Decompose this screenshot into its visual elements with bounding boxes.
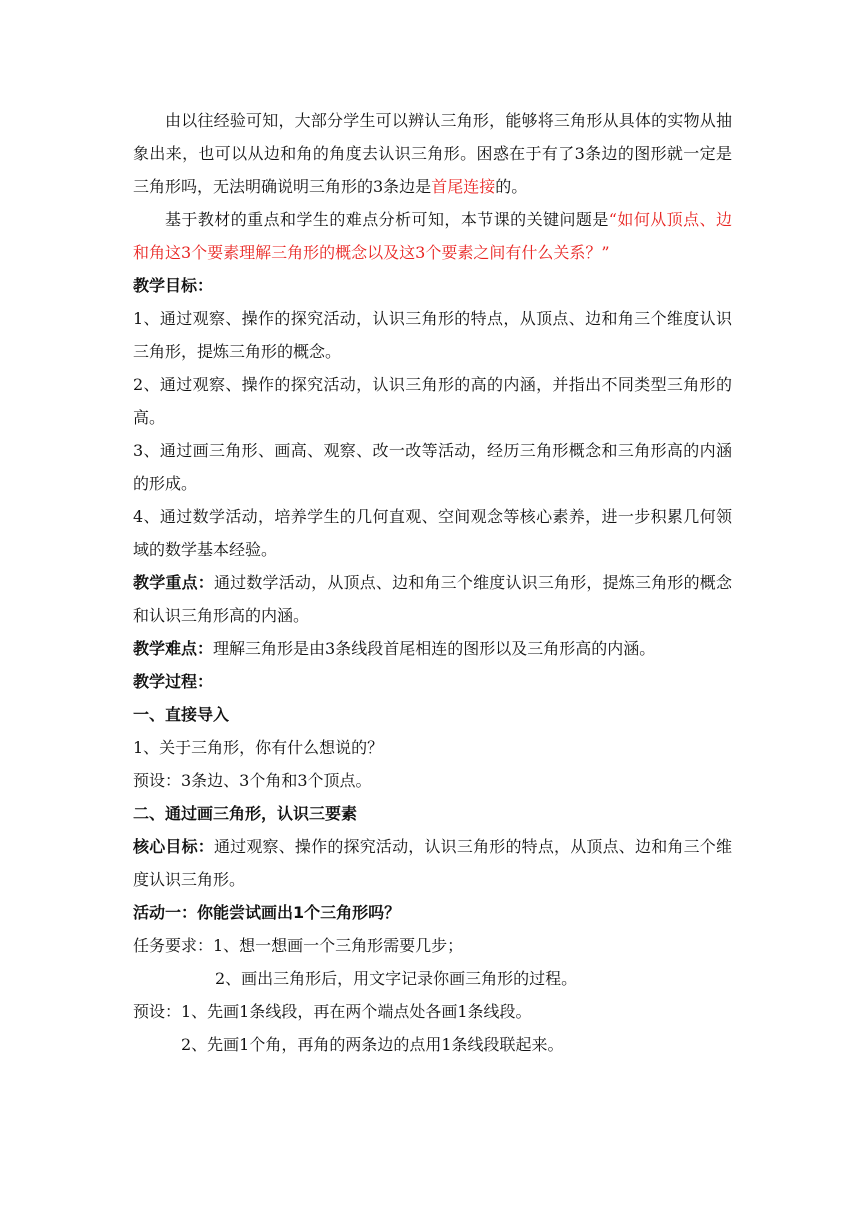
objective-item-3: 3、通过画三角形、画高、观察、改一改等活动，经历三角形概念和三角形高的内涵的形成。 [133,441,732,493]
highlight-text: 首尾连接 [431,177,496,196]
preset-1: 预设：1、先画1条线段，再在两个端点处各画1条线段。 [133,1002,532,1021]
core-goal-label: 核心目标： [133,837,214,856]
process-heading: 教学过程： [133,672,214,691]
intro-text-end: 的。 [495,177,528,196]
core-goal-text: 通过观察、操作的探究活动，认识三角形的特点，从顶点、边和角三个维度认识三角形。 [133,837,732,889]
key-point-label: 教学重点： [133,573,214,592]
intro-paragraph-1 [133,104,732,203]
objective-item-1: 1、通过观察、操作的探究活动，认识三角形的特点，从顶点、边和角三个维度认识三角形，提炼三角形的概念。 [133,309,732,361]
task-requirement-2: 2、画出三角形后，用文字记录你画三角形的过程。 [215,969,578,988]
key-point-paragraph [133,566,732,632]
difficulty-text: 理解三角形是由3条线段首尾相连的图形以及三角形高的内涵。 [213,639,656,658]
objectives-heading: 教学目标： [133,276,214,295]
objective-item-2: 2、通过观察、操作的探究活动，认识三角形的高的内涵，并指出不同类型三角形的高。 [133,375,732,427]
key-question-text: “如何从顶点、边和角这3个要素理解三角形的概念以及这3个要素之间有什么关系？” [133,210,732,262]
preset-2: 2、先画1个角，再角的两条边的点用1条线段联起来。 [181,1035,564,1054]
section-2-title: 二、通过画三角形，认识三要素 [133,804,358,823]
section-1-preset: 预设：3条边、3个角和3个顶点。 [133,771,372,790]
intro-paragraph-2 [133,203,732,269]
task-requirement-1: 任务要求：1、想一想画一个三角形需要几步； [133,936,464,955]
difficulty-label: 教学难点： [133,639,214,658]
key-point-text: 通过数学活动，从顶点、边和角三个维度认识三角形，提炼三角形的概念和认识三角形高的内涵。 [133,573,732,625]
intro-text: 由以往经验可知，大部分学生可以辨认三角形，能够将三角形从具体的实物从抽象出来，也可以从边和角的角度去认识三角形。困惑在于有了3条边的图形就一定是三角形吗，无法明确说明三角形的3条边是 [133,111,732,196]
section-1-title: 一、直接导入 [133,705,230,724]
section-1-question: 1、关于三角形，你有什么想说的？ [133,738,384,757]
core-goal-paragraph [133,830,732,896]
intro-text: 基于教材的重点和学生的难点分析可知，本节课的关键问题是 [165,210,609,229]
difficulty-paragraph [133,632,732,665]
activity-1-title: 活动一：你能尝试画出1个三角形吗？ [133,903,401,922]
objective-item-4: 4、通过数学活动，培养学生的几何直观、空间观念等核心素养，进一步积累几何领域的数学基本经验。 [133,507,732,559]
